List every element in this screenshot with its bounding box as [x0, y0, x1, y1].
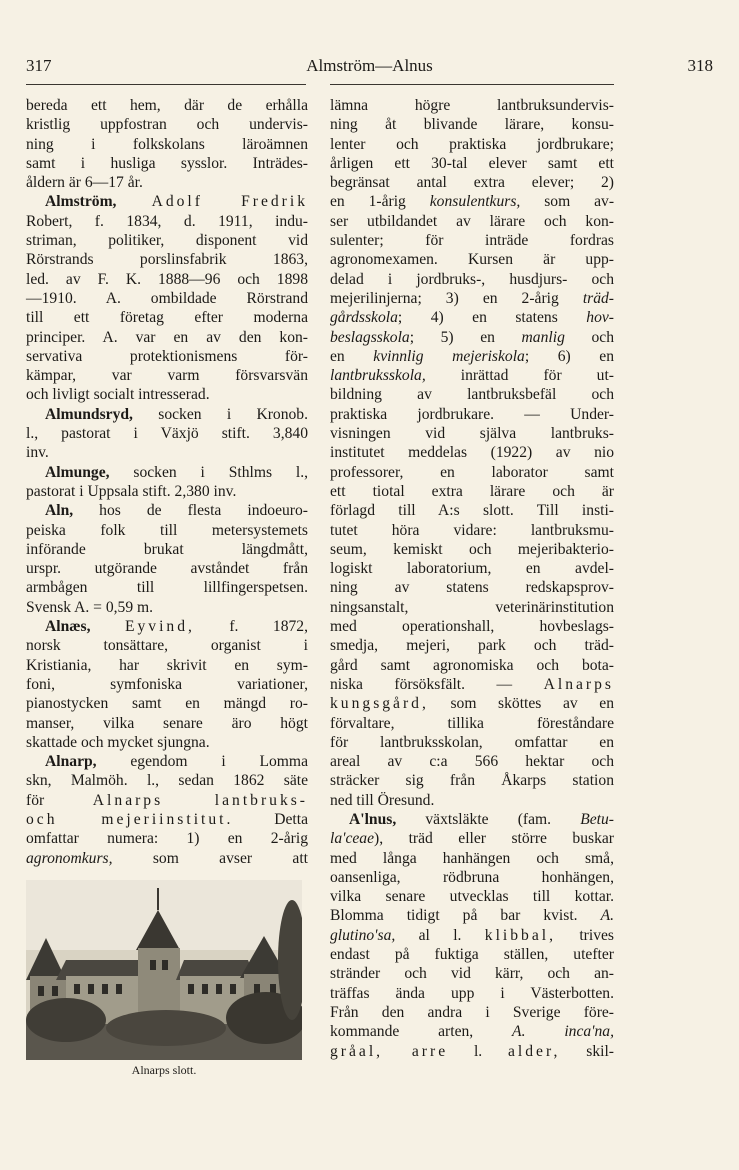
text-line: Robert, f. 1834, d. 1911, indu-	[26, 212, 308, 230]
text-line: skattade och mycket sjungna.	[26, 733, 210, 751]
text-line: armbågen till lillfingerspetsen.	[26, 579, 308, 597]
text-line: Rörstrands porslinsfabrik 1863,	[26, 251, 308, 269]
text-line: glutino'sa, al l. klibbal, trives	[330, 926, 614, 944]
text-line: och livligt socialt intresserad.	[26, 386, 210, 404]
text-line: en kvinnlig mejeriskola; 6) en	[330, 347, 614, 365]
text-line: tutet höra vidare: lantbruksmu-	[330, 521, 614, 539]
headword: Almundsryd,	[45, 405, 133, 423]
left-column	[26, 96, 308, 868]
text-line: areal av c:a 566 hektar och	[330, 753, 614, 771]
text-line: till ett företag efter moderna	[26, 309, 308, 327]
text-line: förlagd till A:s slott. Till insti-	[330, 502, 614, 520]
text-line: pastorat i Uppsala stift. 2,380 inv.	[26, 482, 237, 500]
text-line: ning av statens redskapsprov-	[330, 579, 614, 597]
text-line: samt i husliga sysslor. Inträdes-	[26, 154, 308, 172]
text-line: institutet meddelas (1922) av nio	[330, 444, 614, 462]
text-line: smedja, mejeri, park och träd-	[330, 637, 614, 655]
text-line: stränder och vid kärr, och an-	[330, 965, 614, 983]
text-line: ned till Öresund.	[330, 791, 435, 809]
text-line: urspr. utgörande avståndet från	[26, 560, 308, 578]
text-line: gårdsskola; 4) en statens hov-	[330, 309, 614, 327]
text-line: —1910. A. ombildade Rörstrand	[26, 289, 308, 307]
photo-caption: Alnarps slott.	[131, 1063, 197, 1077]
entry-almundsryd: Almundsryd, socken i Kronob.	[45, 405, 308, 423]
right-column	[330, 96, 614, 1061]
text-line: foni, symfoniska variationer,	[26, 675, 308, 693]
text-line-spaced: och mejeriinstitut. Detta	[26, 810, 309, 828]
text-line: principer. A. var en av den kon-	[26, 328, 308, 346]
text-line: lenter och praktiska jordbrukare;	[330, 135, 614, 153]
text-line: norsk tonsättare, organist i	[26, 637, 308, 655]
text-line: med operationshall, hovbeslags-	[330, 618, 614, 636]
entry-alnus: A'lnus, växtsläkte (fam. Betu-	[349, 810, 614, 828]
text-line: inv.	[26, 444, 49, 462]
headword: A'lnus,	[349, 810, 397, 828]
text-line: gård samt agronomiska och bota-	[330, 656, 614, 674]
text-line: bildning av lantbruksbefäl och	[330, 386, 614, 404]
text-line: l., pastorat i Växjö stift. 3,840	[26, 425, 308, 443]
text-line: led. av F. K. 1888—96 och 1898	[26, 270, 308, 288]
headword: Alnarp,	[45, 753, 97, 771]
text-line: la'ceae), träd eller större buskar	[330, 830, 614, 848]
text-line: mejerilinjerna; 3) en 2-årig träd-	[330, 289, 614, 307]
entry-alnarp: Alnarp, egendom i Lomma	[45, 753, 308, 771]
text-line: logiskt laboratorium, en avdel-	[330, 560, 614, 578]
entry-alnaes: Alnæs, Eyvind, f. 1872,	[45, 618, 308, 636]
text-line: peiska folk till metersystemets	[26, 521, 308, 539]
entry-aln: Aln, hos de flesta indoeuro-	[45, 502, 308, 520]
page-number-right: 318	[687, 56, 713, 75]
text-spaced: Eyvind,	[124, 618, 195, 636]
text-line: begränsat antal extra elever; 2)	[330, 174, 614, 192]
text-line: pianostycken samt en mängd ro-	[26, 695, 308, 713]
text-line: manser, vilka senare äro högt	[26, 714, 308, 732]
text-line: seum, kemiskt och mejeribakterio-	[330, 540, 614, 558]
text-line: införande brukat längdmått,	[26, 540, 308, 558]
text-line: ett tiotal extra lärare och är	[330, 482, 614, 500]
text-line: beslagsskola; 5) en manlig och	[330, 328, 614, 346]
alnarp-castle-photo	[26, 880, 302, 1060]
entry-almstrom	[26, 192, 308, 211]
text-line: agronomkurs, som avser att	[26, 849, 308, 867]
text-line: kämpar, var varm försvarsvän	[26, 367, 308, 385]
text-line: ser utbildandet av lärare och kon-	[330, 212, 614, 230]
text-line: delad i jordbruks-, husdjurs- och	[330, 270, 614, 288]
text-line: ningsanstalt, veterinärinstitution	[330, 598, 614, 616]
text-line: Från den andra i Sverige före-	[330, 1003, 614, 1021]
entry-almunge: Almunge, socken i Sthlms l.,	[45, 463, 308, 481]
text-line: kommande arten, A. inca'na,	[330, 1023, 614, 1041]
text-line: niska försöksfält. — Alnarps	[330, 675, 614, 693]
text-line: striman, politiker, disponent vid	[26, 232, 308, 250]
text-line: agronomexamen. Kursen är upp-	[330, 251, 614, 269]
text-line: bereda ett hem, där de erhålla	[26, 97, 308, 114]
text-line: lämna högre lantbruksundervis-	[330, 97, 614, 114]
text-line: med långa hanhängen och små,	[330, 849, 614, 867]
text-line: sträcker sig från Åkarps station	[330, 772, 614, 790]
text-line: årligen ett 30-tal elever samt ett	[330, 154, 614, 172]
text-line: ning åt blivande lärare, konsu-	[330, 116, 614, 134]
running-title: Almström—Alnus	[306, 56, 433, 75]
text-line: Kristiania, har skrivit en sym-	[26, 656, 308, 674]
page-number-left: 317	[26, 56, 52, 75]
castle-illustration	[26, 880, 302, 1060]
text-spaced: Adolf Fredrik	[151, 193, 308, 211]
text-line: kristlig uppfostran och undervis-	[26, 116, 308, 134]
text-line: omfattar numera: 1) en 2-årig	[26, 830, 308, 848]
text-line: för lantbruksskolan, omfattar en	[330, 733, 614, 751]
text-line: förvaltare, tillika föreståndare	[330, 714, 614, 732]
page-header	[26, 56, 713, 80]
text-line: en 1-årig konsulentkurs, som av-	[330, 193, 615, 211]
text-line: Blomma tidigt på bar kvist. A.	[330, 907, 614, 925]
text-line: åldern är 6—17 år.	[26, 174, 143, 192]
text-line: kungsgård, som sköttes av en	[330, 695, 614, 713]
text-line: servativa protektionismens för-	[26, 347, 308, 365]
headword: Almunge,	[45, 463, 110, 481]
text-line: visningen vid själva lantbruks-	[330, 425, 614, 443]
text-line: endast på fuktiga ställen, utefter	[330, 946, 614, 964]
text-line: lantbruksskola, inrättad för ut-	[330, 367, 614, 385]
text-line: Svensk A. = 0,59 m.	[26, 598, 154, 616]
text-line: professorer, en laborator samt	[330, 463, 614, 481]
text-line: ning i folkskolans läroämnen	[26, 135, 308, 153]
text-line: träffas ända upp i Västerbotten.	[330, 984, 614, 1002]
header-rule-right	[330, 84, 614, 85]
headword: Aln,	[45, 502, 74, 520]
text-line-spaced: för Alnarps lantbruks-	[26, 791, 308, 809]
headword: Alnæs,	[45, 618, 91, 636]
text-line: vilka senare utvecklas till kottar.	[330, 888, 614, 906]
headword: Almström,	[45, 193, 117, 211]
text-line: skn, Malmöh. l., sedan 1862 säte	[26, 772, 308, 790]
header-rule-left	[26, 84, 306, 85]
text-line: gråal, arre l. alder, skil-	[330, 1042, 614, 1060]
text-line: oansenliga, rödbruna honhängen,	[330, 868, 614, 886]
text-line: praktiska jordbrukare. — Under-	[330, 405, 614, 423]
text-line: sulenter; för inträde fordras	[330, 232, 614, 250]
